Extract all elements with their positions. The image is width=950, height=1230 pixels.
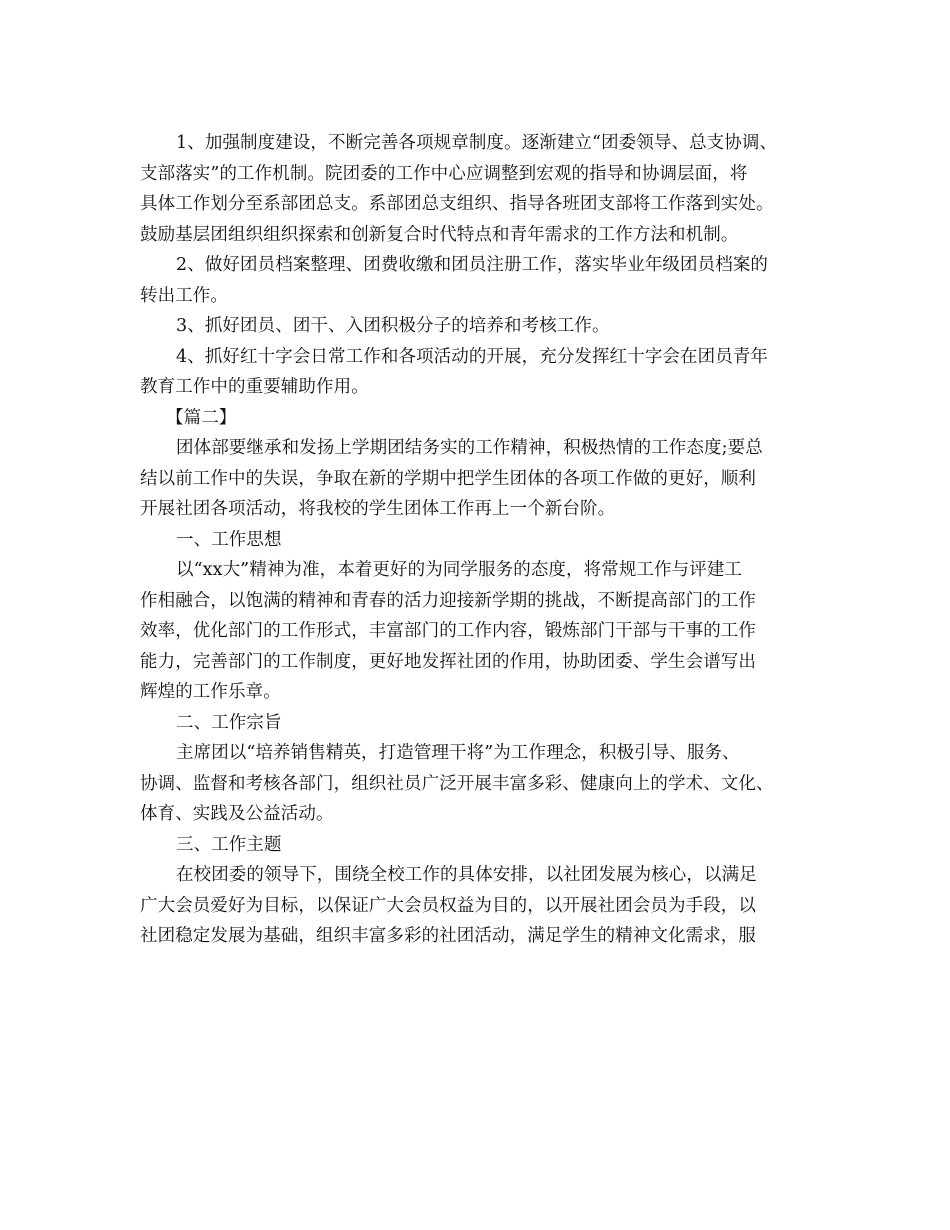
text-line: 效率，优化部门的工作形式，丰富部门的工作内容，锻炼部门干部与干事的工作 <box>140 621 756 641</box>
document-body <box>140 128 810 952</box>
text-line: 团体部要继承和发扬上学期团结务实的工作精神，积极热情的工作态度;要总 <box>176 438 763 458</box>
text-line: 4、抓好红十字会日常工作和各项活动的开展，充分发挥红十字会在团员青年 <box>176 346 769 367</box>
text-line: 2、做好团员档案整理、团费收缴和团员注册工作，落实毕业年级团员档案的 <box>176 255 769 275</box>
text-line: 在校团委的领导下，围绕全校工作的具体安排，以社团发展为核心，以满足 <box>176 865 757 885</box>
text-line: 1、加强制度建设，不断完善各项规章制度。逐渐建立“团委领导、总支协调、 <box>176 133 778 153</box>
text-line: 3、抓好团员、团干、入团积极分子的培养和考核工作。 <box>176 316 610 336</box>
text-line: 体育、实践及公益活动。 <box>140 804 334 824</box>
text-line: 主席团以“培养销售精英，打造管理干将”为工作理念，积极引导、服务、 <box>176 743 740 763</box>
text-line: 开展社团各项活动，将我校的学生团体工作再上一个新台阶。 <box>140 499 616 519</box>
text-line: 结以前工作中的失误，争取在新的学期中把学生团体的各项工作做的更好，顺利 <box>140 468 756 489</box>
text-line: 能力，完善部门的工作制度，更好地发挥社团的作用，协助团委、学生会谱写出 <box>140 651 756 672</box>
section-heading: 【篇二】 <box>166 407 237 428</box>
subsection-heading: 一、工作思想 <box>176 529 282 550</box>
text-line: 鼓励基层团组织组织探索和创新复合时代特点和青年需求的工作方法和机制。 <box>140 224 739 245</box>
text-line: 以“xx大”精神为准，本着更好的为同学服务的态度，将常规工作与评建工 <box>176 560 743 580</box>
subsection-heading: 三、工作主题 <box>176 834 282 855</box>
text-line: 具体工作划分至系部团总支。系部团总支组织、指导各班团支部将工作落到实处。 <box>140 194 774 214</box>
text-line: 教育工作中的重要辅助作用。 <box>140 377 369 397</box>
text-line: 广大会员爱好为目标，以保证广大会员权益为目的，以开展社团会员为手段，以 <box>140 895 756 916</box>
text-line: 辉煌的工作乐章。 <box>140 682 281 702</box>
text-line: 支部落实”的工作机制。院团委的工作中心应调整到宏观的指导和协调层面，将 <box>140 163 748 184</box>
text-line: 转出工作。 <box>140 285 228 306</box>
subsection-heading: 二、工作宗旨 <box>176 712 282 733</box>
text-line: 作相融合，以饱满的精神和青春的活力迎接新学期的挑战，不断提高部门的工作 <box>140 590 756 611</box>
text-line: 社团稳定发展为基础，组织丰富多彩的社团活动，满足学生的精神文化需求，服 <box>140 926 756 946</box>
text-line: 协调、监督和考核各部门，组织社员广泛开展丰富多彩、健康向上的学术、文化、 <box>140 773 774 794</box>
